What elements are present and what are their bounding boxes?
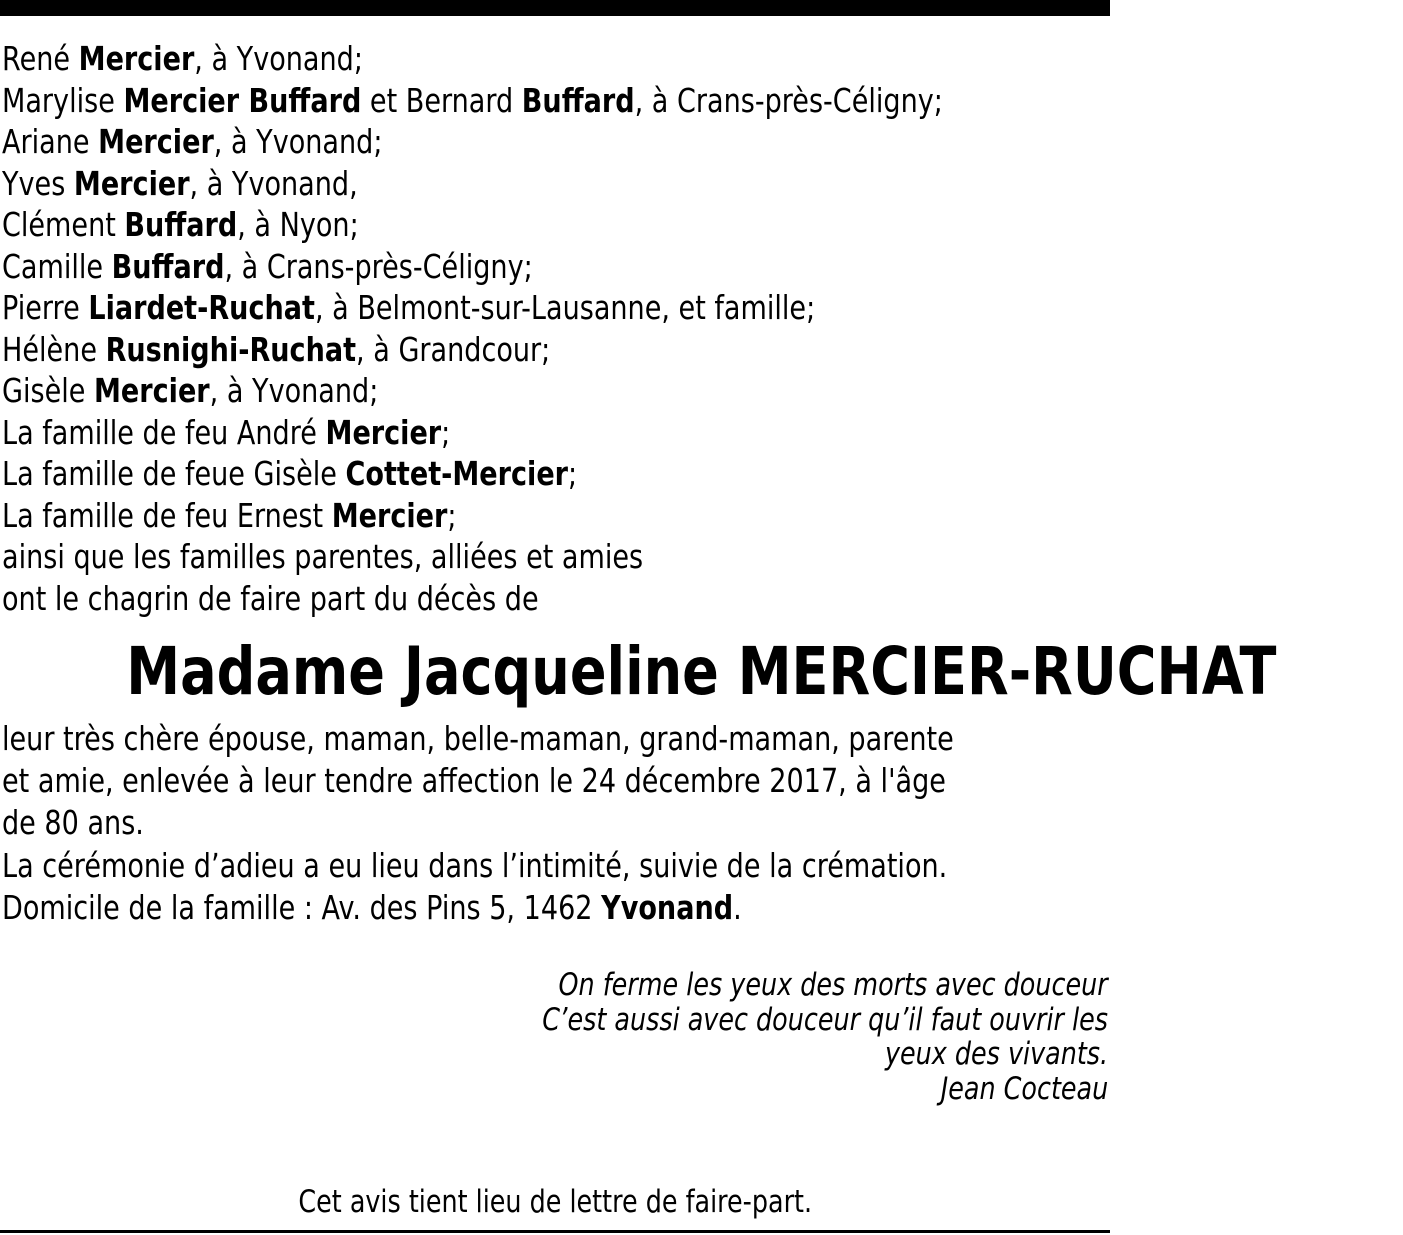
family-line: La famille de feu Ernest Mercier;	[2, 495, 457, 535]
family-line: Yves Mercier, à Yvonand,	[2, 163, 358, 203]
top-rule	[0, 0, 1110, 16]
bottom-rule	[0, 1230, 1110, 1233]
quote-author: Jean Cocteau	[940, 1070, 1108, 1107]
family-line: Hélène Rusnighi-Ruchat, à Grandcour;	[2, 329, 551, 369]
quote	[208, 968, 1108, 1106]
body-line: Domicile de la famille : Av. des Pins 5, 1462 Yvonand.	[2, 887, 742, 927]
closing-notice: Cet avis tient lieu de lettre de faire-part.	[298, 1184, 812, 1220]
family-line: Gisèle Mercier, à Yvonand;	[2, 371, 379, 410]
family-line: René Mercier, à Yvonand;	[2, 39, 363, 78]
body-line: La cérémonie d’adieu a eu lieu dans l’intimité, suivie de la crémation.	[2, 845, 948, 885]
family-line: La famille de feue Gisèle Cottet-Mercier;	[2, 454, 578, 493]
family-line: Marylise Mercier Buffard et Bernard Buffard, à Crans-près-Céligny;	[2, 80, 943, 120]
body-line: de 80 ans.	[2, 803, 144, 843]
family-line: ont le chagrin de faire part du décès de	[2, 578, 539, 618]
quote-line: On ferme les yeux des morts avec douceur	[558, 967, 1108, 1003]
family-line: Pierre Liardet-Ruchat, à Belmont-sur-Lausanne, et famille;	[2, 288, 816, 327]
family-list	[2, 38, 1202, 619]
quote-line: C’est aussi avec douceur qu’il faut ouvrir les	[542, 1001, 1108, 1038]
family-line: ainsi que les familles parentes, alliées et amies	[2, 537, 644, 576]
family-line: Clément Buffard, à Nyon;	[2, 205, 359, 244]
body-line: et amie, enlevée à leur tendre affection le 24 décembre 2017, à l'âge	[2, 761, 946, 801]
deceased-name: Madame Jacqueline MERCIER-RUCHAT	[126, 633, 1277, 710]
body-line: leur très chère épouse, maman, belle-maman, grand-maman, parente	[2, 719, 954, 758]
family-line: La famille de feu André Mercier;	[2, 412, 451, 452]
quote-line: yeux des vivants.	[884, 1036, 1108, 1072]
family-line: Ariane Mercier, à Yvonand;	[2, 122, 383, 161]
family-line: Camille Buffard, à Crans-près-Céligny;	[2, 246, 533, 286]
notice-body	[2, 718, 1252, 929]
